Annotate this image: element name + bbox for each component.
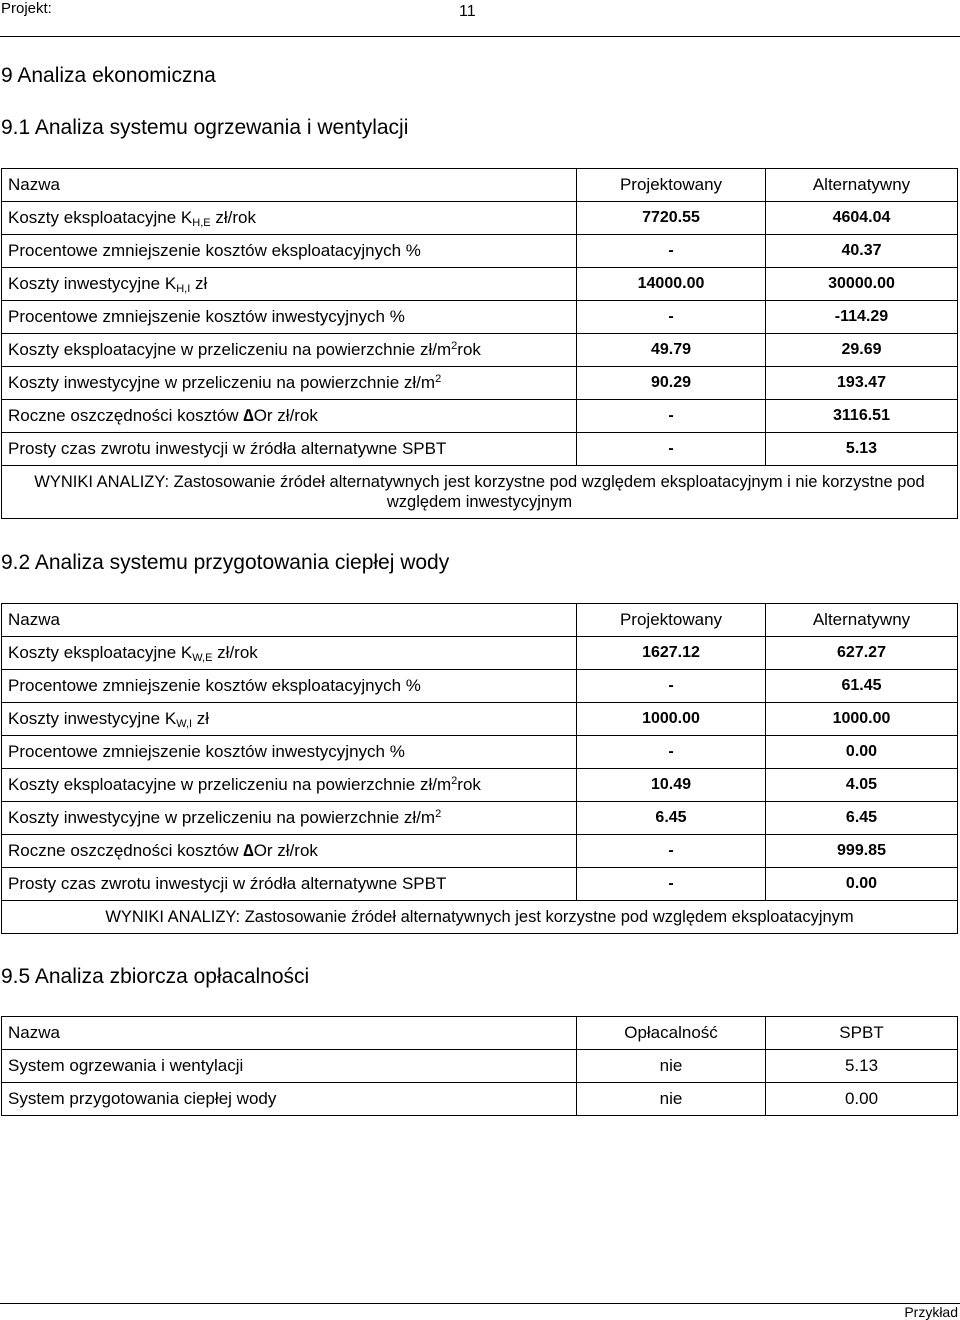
designed-value: 7720.55 <box>577 202 766 235</box>
row-label: Koszty eksploatacyjne w przeliczeniu na powierzchnie $zł/m^2rok$ <box>2 769 577 802</box>
alternative-value: 0.00 <box>766 868 958 901</box>
col-header-alternative: Alternatywny <box>766 604 958 637</box>
row-label: System przygotowania ciepłej wody <box>2 1083 577 1116</box>
row-label: Koszty inwestycyjne w przeliczeniu na powierzchnie $zł/m^2$ <box>2 802 577 835</box>
analysis-result-text: WYNIKI ANALIZY: Zastosowanie źródeł alternatywnych jest korzystne pod względem eksploatacyjnym i nie korzystne pod względem inwestycyjnym <box>2 466 958 519</box>
col-header-name: Nazwa <box>2 604 577 637</box>
row-label: Roczne oszczędności kosztów ∆Or zł/rok <box>2 835 577 868</box>
row-label: Procentowe zmniejszenie kosztów inwestycyjnych % <box>2 301 577 334</box>
row-label: System ogrzewania i wentylacji <box>2 1050 577 1083</box>
profitability-value: nie <box>577 1050 766 1083</box>
alternative-value: 5.13 <box>766 433 958 466</box>
delta-symbol: ∆ <box>243 841 254 860</box>
table-row <box>2 433 958 466</box>
designed-value: - <box>577 301 766 334</box>
spbt-value: 5.13 <box>766 1050 958 1083</box>
table-row <box>2 202 958 235</box>
table-row <box>2 367 958 400</box>
hot-water-analysis-table <box>1 603 958 934</box>
section-title: 9 Analiza ekonomiczna <box>1 64 216 87</box>
row-label: Prosty czas zwrotu inwestycji w źródła alternatywne SPBT <box>2 433 577 466</box>
designed-value: 49.79 <box>577 334 766 367</box>
designed-value: 1627.12 <box>577 637 766 670</box>
col-header-designed: Projektowany <box>577 604 766 637</box>
alternative-value: 3116.51 <box>766 400 958 433</box>
table-row <box>2 703 958 736</box>
row-label: Koszty inwestycyjne $K_{W,I}$ zł <box>2 703 577 736</box>
table-row <box>2 301 958 334</box>
table-row <box>2 1083 958 1116</box>
row-label: Prosty czas zwrotu inwestycji w źródła alternatywne SPBT <box>2 868 577 901</box>
row-label: Procentowe zmniejszenie kosztów eksploatacyjnych % <box>2 235 577 268</box>
table-row <box>2 334 958 367</box>
designed-value: 90.29 <box>577 367 766 400</box>
row-label: Procentowe zmniejszenie kosztów eksploatacyjnych % <box>2 670 577 703</box>
designed-value: - <box>577 868 766 901</box>
alternative-value: 627.27 <box>766 637 958 670</box>
table-row <box>2 637 958 670</box>
delta-symbol: ∆ <box>243 406 254 425</box>
alternative-value: 6.45 <box>766 802 958 835</box>
col-header-designed: Projektowany <box>577 169 766 202</box>
page-header-label: Projekt: <box>1 0 52 17</box>
row-label: Roczne oszczędności kosztów ∆Or zł/rok <box>2 400 577 433</box>
table-header-row <box>2 169 958 202</box>
alternative-value: 0.00 <box>766 736 958 769</box>
heating-analysis-table <box>1 168 958 519</box>
alternative-value: -114.29 <box>766 301 958 334</box>
col-header-alternative: Alternatywny <box>766 169 958 202</box>
alternative-value: 4604.04 <box>766 202 958 235</box>
footer-divider <box>0 1303 960 1304</box>
table-row <box>2 736 958 769</box>
table-row <box>2 835 958 868</box>
subsection-title-summary: 9.5 Analiza zbiorcza opłacalności <box>1 965 310 988</box>
footer-label: Przykład <box>904 1304 958 1320</box>
alternative-value: 29.69 <box>766 334 958 367</box>
profitability-value: nie <box>577 1083 766 1116</box>
subsection-title-heating: 9.1 Analiza systemu ogrzewania i wentylacji <box>1 116 409 139</box>
table-row <box>2 769 958 802</box>
table-row <box>2 268 958 301</box>
subsection-title-hot-water: 9.2 Analiza systemu przygotowania ciepłej wody <box>1 551 450 574</box>
designed-value: - <box>577 835 766 868</box>
col-header-spbt: SPBT <box>766 1017 958 1050</box>
col-header-name: Nazwa <box>2 1017 577 1050</box>
row-label: Koszty inwestycyjne w przeliczeniu na powierzchnie $zł/m^2$ <box>2 367 577 400</box>
table-row <box>2 670 958 703</box>
alternative-value: 4.05 <box>766 769 958 802</box>
designed-value: - <box>577 736 766 769</box>
alternative-value: 30000.00 <box>766 268 958 301</box>
table-row <box>2 868 958 901</box>
designed-value: - <box>577 670 766 703</box>
table-row <box>2 802 958 835</box>
table-row <box>2 1050 958 1083</box>
table-header-row <box>2 604 958 637</box>
designed-value: - <box>577 433 766 466</box>
alternative-value: 1000.00 <box>766 703 958 736</box>
alternative-value: 40.37 <box>766 235 958 268</box>
designed-value: 6.45 <box>577 802 766 835</box>
designed-value: 1000.00 <box>577 703 766 736</box>
table-row <box>2 400 958 433</box>
spbt-value: 0.00 <box>766 1083 958 1116</box>
row-label: Koszty eksploatacyjne $K_{H,E}$ zł/rok <box>2 202 577 235</box>
analysis-result-row <box>2 466 958 519</box>
table-row <box>2 235 958 268</box>
col-header-name: Nazwa <box>2 169 577 202</box>
row-label: Koszty eksploatacyjne $K_{W,E}$ zł/rok <box>2 637 577 670</box>
table-header-row <box>2 1017 958 1050</box>
designed-value: - <box>577 235 766 268</box>
alternative-value: 999.85 <box>766 835 958 868</box>
designed-value: 10.49 <box>577 769 766 802</box>
summary-table <box>1 1016 958 1116</box>
page-number: 11 <box>459 3 476 20</box>
header-divider <box>0 36 960 37</box>
designed-value: 14000.00 <box>577 268 766 301</box>
col-header-profitability: Opłacalność <box>577 1017 766 1050</box>
analysis-result-row <box>2 901 958 934</box>
row-label: Koszty eksploatacyjne w przeliczeniu na powierzchnie $zł/m^2rok$ <box>2 334 577 367</box>
alternative-value: 61.45 <box>766 670 958 703</box>
row-label: Procentowe zmniejszenie kosztów inwestycyjnych % <box>2 736 577 769</box>
row-label: Koszty inwestycyjne $K_{H,I}$ zł <box>2 268 577 301</box>
designed-value: - <box>577 400 766 433</box>
alternative-value: 193.47 <box>766 367 958 400</box>
analysis-result-text: WYNIKI ANALIZY: Zastosowanie źródeł alternatywnych jest korzystne pod względem eksploatacyjnym <box>2 901 958 934</box>
